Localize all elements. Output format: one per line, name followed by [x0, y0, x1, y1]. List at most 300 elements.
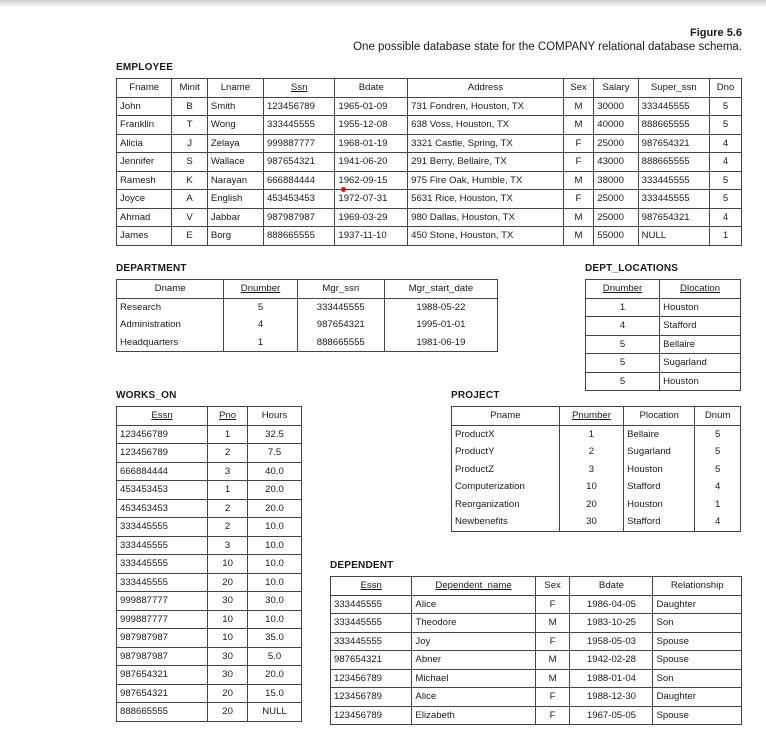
table-row	[586, 372, 741, 391]
employee-cell: 43000	[594, 153, 638, 172]
project-cell: 5	[695, 425, 741, 443]
employee-cell: 638 Voss, Houston, TX	[408, 116, 564, 135]
project-cell: 2	[559, 443, 623, 461]
works-on-cell: 333445555	[117, 555, 208, 574]
department-cell: Research	[117, 298, 224, 316]
works-on-cell: 10	[208, 610, 248, 629]
table-row	[331, 669, 742, 688]
dependent-cell: Abner	[412, 651, 535, 670]
project-cell: 10	[559, 478, 623, 496]
dependent-col-bdate: Bdate	[570, 577, 653, 596]
dependent-cell: Elizabeth	[412, 706, 535, 725]
table-row	[331, 651, 742, 670]
dependent-cell: Alice	[412, 688, 535, 707]
employee-cell: Zelaya	[207, 134, 263, 153]
table-row	[117, 629, 302, 648]
employee-cell: 25000	[594, 208, 638, 227]
table-row	[452, 496, 741, 514]
dept-locations-col-dlocation: Dlocation	[660, 280, 741, 299]
dept-locations-cell: Bellaire	[660, 335, 741, 354]
table-row	[117, 171, 742, 190]
works-on-cell: 30.0	[248, 592, 302, 611]
works-on-cell: 10.0	[248, 573, 302, 592]
employee-col-lname: Lname	[207, 79, 263, 98]
dept-locations-cell: Stafford	[660, 317, 741, 336]
works-on-cell: 10.0	[248, 555, 302, 574]
dependent-cell: Alice	[412, 595, 535, 614]
employee-cell: Ramesh	[117, 171, 172, 190]
works-on-cell: 2	[208, 444, 248, 463]
project-cell: 1	[559, 425, 623, 443]
project-table	[451, 406, 741, 532]
works-on-cell: 3	[208, 462, 248, 481]
employee-cell: Jennifer	[117, 153, 172, 172]
employee-cell: K	[172, 171, 207, 190]
department-cell: 333445555	[297, 298, 384, 316]
project-cell: ProductX	[452, 425, 560, 443]
employee-cell: E	[172, 227, 207, 246]
project-header-row	[452, 407, 741, 426]
employee-cell: S	[172, 153, 207, 172]
department-col-mgr-ssn: Mgr_ssn	[297, 280, 384, 299]
employee-col-minit: Minit	[172, 79, 207, 98]
employee-cell: J	[172, 134, 207, 153]
table-row	[452, 513, 741, 531]
employee-col-address: Address	[408, 79, 564, 98]
works-on-cell: 666884444	[117, 462, 208, 481]
employee-cell: Ahmad	[117, 208, 172, 227]
works-on-cell: 10	[208, 555, 248, 574]
employee-cell: M	[563, 227, 594, 246]
table-row	[586, 317, 741, 336]
figure-caption: One possible database state for the COMPANY relational database schema.	[353, 41, 742, 53]
works-on-cell: 453453453	[117, 499, 208, 518]
department-cell: 1988-05-22	[384, 298, 497, 316]
works-on-cell: 888665555	[117, 703, 208, 722]
project-cell: Bellaire	[624, 425, 695, 443]
employee-cell: 1965-01-09	[335, 97, 408, 116]
table-row	[117, 208, 742, 227]
dependent-col-essn: Essn	[331, 577, 412, 596]
dependent-cell: 333445555	[331, 595, 412, 614]
department-cell: Administration	[117, 316, 224, 334]
employee-cell: F	[563, 134, 594, 153]
works-on-col-hours: Hours	[248, 407, 302, 426]
works-on-cell: 20.0	[248, 481, 302, 500]
works-on-cell: 123456789	[117, 444, 208, 463]
project-cell: 1	[695, 496, 741, 514]
dependent-cell: Michael	[412, 669, 535, 688]
dept-locations-table	[585, 279, 741, 391]
employee-col-salary: Salary	[594, 79, 638, 98]
dependent-cell: 1967-05-05	[570, 706, 653, 725]
employee-cell: M	[563, 97, 594, 116]
works-on-cell: 333445555	[117, 536, 208, 555]
department-col-dnumber: Dnumber	[224, 280, 298, 299]
works-on-cell: 987987987	[117, 629, 208, 648]
dept-locations-title: DEPT_LOCATIONS	[585, 263, 679, 274]
dependent-cell: Joy	[412, 632, 535, 651]
dependent-cell: M	[535, 614, 570, 633]
employee-cell: 4	[710, 153, 742, 172]
employee-cell: 4	[710, 134, 742, 153]
dependent-cell: 333445555	[331, 632, 412, 651]
department-cell: 888665555	[297, 334, 384, 352]
dependent-cell: Spouse	[653, 632, 742, 651]
table-row	[117, 666, 302, 685]
employee-cell: 333445555	[638, 171, 709, 190]
table-row	[586, 354, 741, 373]
project-col-plocation: Plocation	[624, 407, 695, 426]
table-row	[117, 573, 302, 592]
employee-header-row	[117, 79, 742, 98]
works-on-cell: 10.0	[248, 610, 302, 629]
employee-cell: 999887777	[263, 134, 334, 153]
employee-cell: 888665555	[263, 227, 334, 246]
dept-locations-cell: Houston	[660, 298, 741, 317]
employee-cell: Narayan	[207, 171, 263, 190]
employee-cell: M	[563, 171, 594, 190]
employee-cell: Wallace	[207, 153, 263, 172]
table-row	[117, 425, 302, 444]
department-col-dname: Dname	[117, 280, 224, 299]
works-on-cell: 333445555	[117, 573, 208, 592]
table-row	[586, 298, 741, 317]
employee-col-bdate: Bdate	[335, 79, 408, 98]
dependent-cell: 1988-01-04	[570, 669, 653, 688]
department-cell: Headquarters	[117, 334, 224, 352]
employee-col-ssn: Ssn	[263, 79, 334, 98]
dependent-cell: 123456789	[331, 688, 412, 707]
table-row	[117, 134, 742, 153]
project-cell: ProductZ	[452, 461, 560, 479]
project-cell: Stafford	[624, 478, 695, 496]
employee-cell: 888665555	[638, 116, 709, 135]
works-on-cell: 2	[208, 499, 248, 518]
dept-locations-cell: Sugarland	[660, 354, 741, 373]
table-row	[331, 632, 742, 651]
employee-cell: 666884444	[263, 171, 334, 190]
dependent-cell: 1988-12-30	[570, 688, 653, 707]
works-on-cell: 2	[208, 518, 248, 537]
department-cell: 987654321	[297, 316, 384, 334]
table-row	[331, 706, 742, 725]
employee-cell: 333445555	[638, 190, 709, 209]
employee-cell: M	[563, 116, 594, 135]
works-on-cell: 10	[208, 629, 248, 648]
works-on-cell: 987987987	[117, 647, 208, 666]
table-row	[331, 688, 742, 707]
dependent-cell: M	[535, 651, 570, 670]
works-on-cell: 7.5	[248, 444, 302, 463]
works-on-cell: 40.0	[248, 462, 302, 481]
table-row	[117, 647, 302, 666]
project-title: PROJECT	[451, 390, 500, 401]
department-cell: 5	[224, 298, 298, 316]
project-cell: Newbenefits	[452, 513, 560, 531]
works-on-header-row	[117, 407, 302, 426]
employee-cell: 25000	[594, 134, 638, 153]
employee-cell: Joyce	[117, 190, 172, 209]
employee-cell: 1968-01-19	[335, 134, 408, 153]
employee-col-super-ssn: Super_ssn	[638, 79, 709, 98]
department-table	[116, 279, 498, 352]
works-on-cell: 987654321	[117, 666, 208, 685]
employee-cell: Alicia	[117, 134, 172, 153]
employee-col-dno: Dno	[710, 79, 742, 98]
works-on-cell: 5.0	[248, 647, 302, 666]
works-on-cell: 123456789	[117, 425, 208, 444]
employee-cell: 731 Fondren, Houston, TX	[408, 97, 564, 116]
dept-locations-cell: 1	[586, 298, 660, 317]
dept-locations-header-row	[586, 280, 741, 299]
employee-cell: 3321 Castle, Spring, TX	[408, 134, 564, 153]
employee-cell: T	[172, 116, 207, 135]
employee-cell: 450 Stone, Houston, TX	[408, 227, 564, 246]
works-on-cell: 20.0	[248, 499, 302, 518]
works-on-cell: 30	[208, 592, 248, 611]
employee-cell: Franklin	[117, 116, 172, 135]
dependent-cell: 333445555	[331, 614, 412, 633]
employee-cell: 987654321	[263, 153, 334, 172]
table-row	[117, 462, 302, 481]
department-col-mgr-start-date: Mgr_start_date	[384, 280, 497, 299]
table-row	[117, 227, 742, 246]
table-row	[117, 610, 302, 629]
project-col-pnumber: Pnumber	[559, 407, 623, 426]
employee-cell: 888665555	[638, 153, 709, 172]
table-row	[117, 481, 302, 500]
table-row	[117, 116, 742, 135]
employee-cell: 38000	[594, 171, 638, 190]
table-row	[117, 555, 302, 574]
table-row	[117, 190, 742, 209]
employee-cell: 291 Berry, Bellaire, TX	[408, 153, 564, 172]
dependent-cell: 123456789	[331, 706, 412, 725]
employee-title: EMPLOYEE	[116, 62, 174, 73]
dependent-table	[330, 576, 742, 725]
table-row	[452, 425, 741, 443]
dept-locations-cell: 5	[586, 372, 660, 391]
works-on-cell: 453453453	[117, 481, 208, 500]
dept-locations-cell: 5	[586, 335, 660, 354]
employee-cell: James	[117, 227, 172, 246]
employee-cell: 987654321	[638, 134, 709, 153]
works-on-table	[116, 406, 302, 722]
table-row	[117, 97, 742, 116]
project-cell: 5	[695, 443, 741, 461]
dependent-cell: F	[535, 595, 570, 614]
dependent-title: DEPENDENT	[330, 560, 394, 571]
red-marker-dot	[341, 187, 346, 192]
employee-cell: 333445555	[263, 116, 334, 135]
dependent-cell: F	[535, 632, 570, 651]
employee-cell: 5	[710, 116, 742, 135]
table-row	[117, 334, 498, 352]
employee-cell: Wong	[207, 116, 263, 135]
table-row	[331, 595, 742, 614]
table-row	[117, 316, 498, 334]
employee-cell: M	[563, 208, 594, 227]
department-header-row	[117, 280, 498, 299]
dependent-cell: 1958-05-03	[570, 632, 653, 651]
works-on-cell: 333445555	[117, 518, 208, 537]
dependent-cell: Theodore	[412, 614, 535, 633]
dependent-cell: 1942-02-28	[570, 651, 653, 670]
project-cell: ProductY	[452, 443, 560, 461]
works-on-cell: 999887777	[117, 592, 208, 611]
employee-cell: 1955-12-08	[335, 116, 408, 135]
dependent-cell: Spouse	[653, 651, 742, 670]
table-row	[117, 499, 302, 518]
project-col-dnum: Dnum	[695, 407, 741, 426]
works-on-cell: 10.0	[248, 536, 302, 555]
table-row	[452, 478, 741, 496]
dependent-cell: 1986-04-05	[570, 595, 653, 614]
dependent-cell: M	[535, 669, 570, 688]
employee-cell: F	[563, 190, 594, 209]
table-row	[117, 298, 498, 316]
project-cell: Computerization	[452, 478, 560, 496]
employee-col-sex: Sex	[563, 79, 594, 98]
employee-table	[116, 78, 742, 246]
table-row	[117, 518, 302, 537]
works-on-cell: 30	[208, 666, 248, 685]
dependent-cell: 987654321	[331, 651, 412, 670]
project-cell: 3	[559, 461, 623, 479]
table-row	[117, 153, 742, 172]
employee-cell: NULL	[638, 227, 709, 246]
department-title: DEPARTMENT	[116, 263, 187, 274]
employee-cell: 25000	[594, 190, 638, 209]
employee-cell: 987987987	[263, 208, 334, 227]
works-on-cell: 20	[208, 573, 248, 592]
employee-cell: Borg	[207, 227, 263, 246]
employee-cell: 987654321	[638, 208, 709, 227]
works-on-cell: 1	[208, 481, 248, 500]
table-row	[331, 614, 742, 633]
employee-cell: 1962-09-15	[335, 171, 408, 190]
dependent-cell: F	[535, 688, 570, 707]
table-row	[586, 335, 741, 354]
employee-cell: 5	[710, 171, 742, 190]
works-on-cell: 35.0	[248, 629, 302, 648]
works-on-col-essn: Essn	[117, 407, 208, 426]
project-cell: 4	[695, 478, 741, 496]
employee-cell: 1937-11-10	[335, 227, 408, 246]
employee-cell: 1941-06-20	[335, 153, 408, 172]
dependent-cell: Spouse	[653, 706, 742, 725]
project-cell: Houston	[624, 461, 695, 479]
works-on-cell: 3	[208, 536, 248, 555]
table-row	[452, 443, 741, 461]
department-cell: 1	[224, 334, 298, 352]
dependent-col-relationship: Relationship	[653, 577, 742, 596]
project-cell: 4	[695, 513, 741, 531]
works-on-cell: 30	[208, 647, 248, 666]
dependent-col-dependent-name: Dependent_name	[412, 577, 535, 596]
employee-cell: John	[117, 97, 172, 116]
project-col-pname: Pname	[452, 407, 560, 426]
employee-cell: A	[172, 190, 207, 209]
employee-cell: 5631 Rice, Houston, TX	[408, 190, 564, 209]
employee-cell: 30000	[594, 97, 638, 116]
works-on-title: WORKS_ON	[116, 390, 177, 401]
dependent-col-sex: Sex	[535, 577, 570, 596]
works-on-cell: 1	[208, 425, 248, 444]
dependent-cell: 123456789	[331, 669, 412, 688]
employee-cell: 123456789	[263, 97, 334, 116]
works-on-cell: 20	[208, 703, 248, 722]
table-row	[117, 444, 302, 463]
project-cell: Sugarland	[624, 443, 695, 461]
dependent-cell: 1983-10-25	[570, 614, 653, 633]
project-cell: 30	[559, 513, 623, 531]
dept-locations-cell: Houston	[660, 372, 741, 391]
project-cell: Reorganization	[452, 496, 560, 514]
employee-cell: 5	[710, 97, 742, 116]
employee-cell: 40000	[594, 116, 638, 135]
employee-cell: V	[172, 208, 207, 227]
dependent-cell: Daughter	[653, 688, 742, 707]
project-cell: Stafford	[624, 513, 695, 531]
table-row	[117, 684, 302, 703]
table-row	[452, 461, 741, 479]
project-cell: Houston	[624, 496, 695, 514]
employee-cell: 1972-07-31	[335, 190, 408, 209]
employee-cell: B	[172, 97, 207, 116]
dependent-cell: Daughter	[653, 595, 742, 614]
employee-cell: 980 Dallas, Houston, TX	[408, 208, 564, 227]
top-edge-shadow	[0, 0, 766, 6]
project-cell: 5	[695, 461, 741, 479]
employee-cell: 975 Fire Oak, Humble, TX	[408, 171, 564, 190]
employee-col-fname: Fname	[117, 79, 172, 98]
dependent-cell: Son	[653, 614, 742, 633]
works-on-cell: 15.0	[248, 684, 302, 703]
employee-cell: F	[563, 153, 594, 172]
works-on-cell: 987654321	[117, 684, 208, 703]
department-cell: 1981-06-19	[384, 334, 497, 352]
employee-cell: 333445555	[638, 97, 709, 116]
works-on-cell: 32.5	[248, 425, 302, 444]
dependent-cell: F	[535, 706, 570, 725]
dept-locations-col-dnumber: Dnumber	[586, 280, 660, 299]
dependent-header-row	[331, 577, 742, 596]
table-row	[117, 536, 302, 555]
department-cell: 4	[224, 316, 298, 334]
employee-cell: English	[207, 190, 263, 209]
works-on-cell: 20.0	[248, 666, 302, 685]
table-row	[117, 703, 302, 722]
employee-cell: 1	[710, 227, 742, 246]
employee-cell: 55000	[594, 227, 638, 246]
works-on-col-pno: Pno	[208, 407, 248, 426]
works-on-cell: 999887777	[117, 610, 208, 629]
works-on-cell: 10.0	[248, 518, 302, 537]
table-row	[117, 592, 302, 611]
dept-locations-cell: 4	[586, 317, 660, 336]
employee-cell: Jabbar	[207, 208, 263, 227]
employee-cell: Smith	[207, 97, 263, 116]
figure-number: Figure 5.6	[690, 27, 742, 39]
dept-locations-cell: 5	[586, 354, 660, 373]
department-cell: 1995-01-01	[384, 316, 497, 334]
project-cell: 20	[559, 496, 623, 514]
employee-cell: 4	[710, 208, 742, 227]
dependent-cell: Son	[653, 669, 742, 688]
works-on-cell: NULL	[248, 703, 302, 722]
